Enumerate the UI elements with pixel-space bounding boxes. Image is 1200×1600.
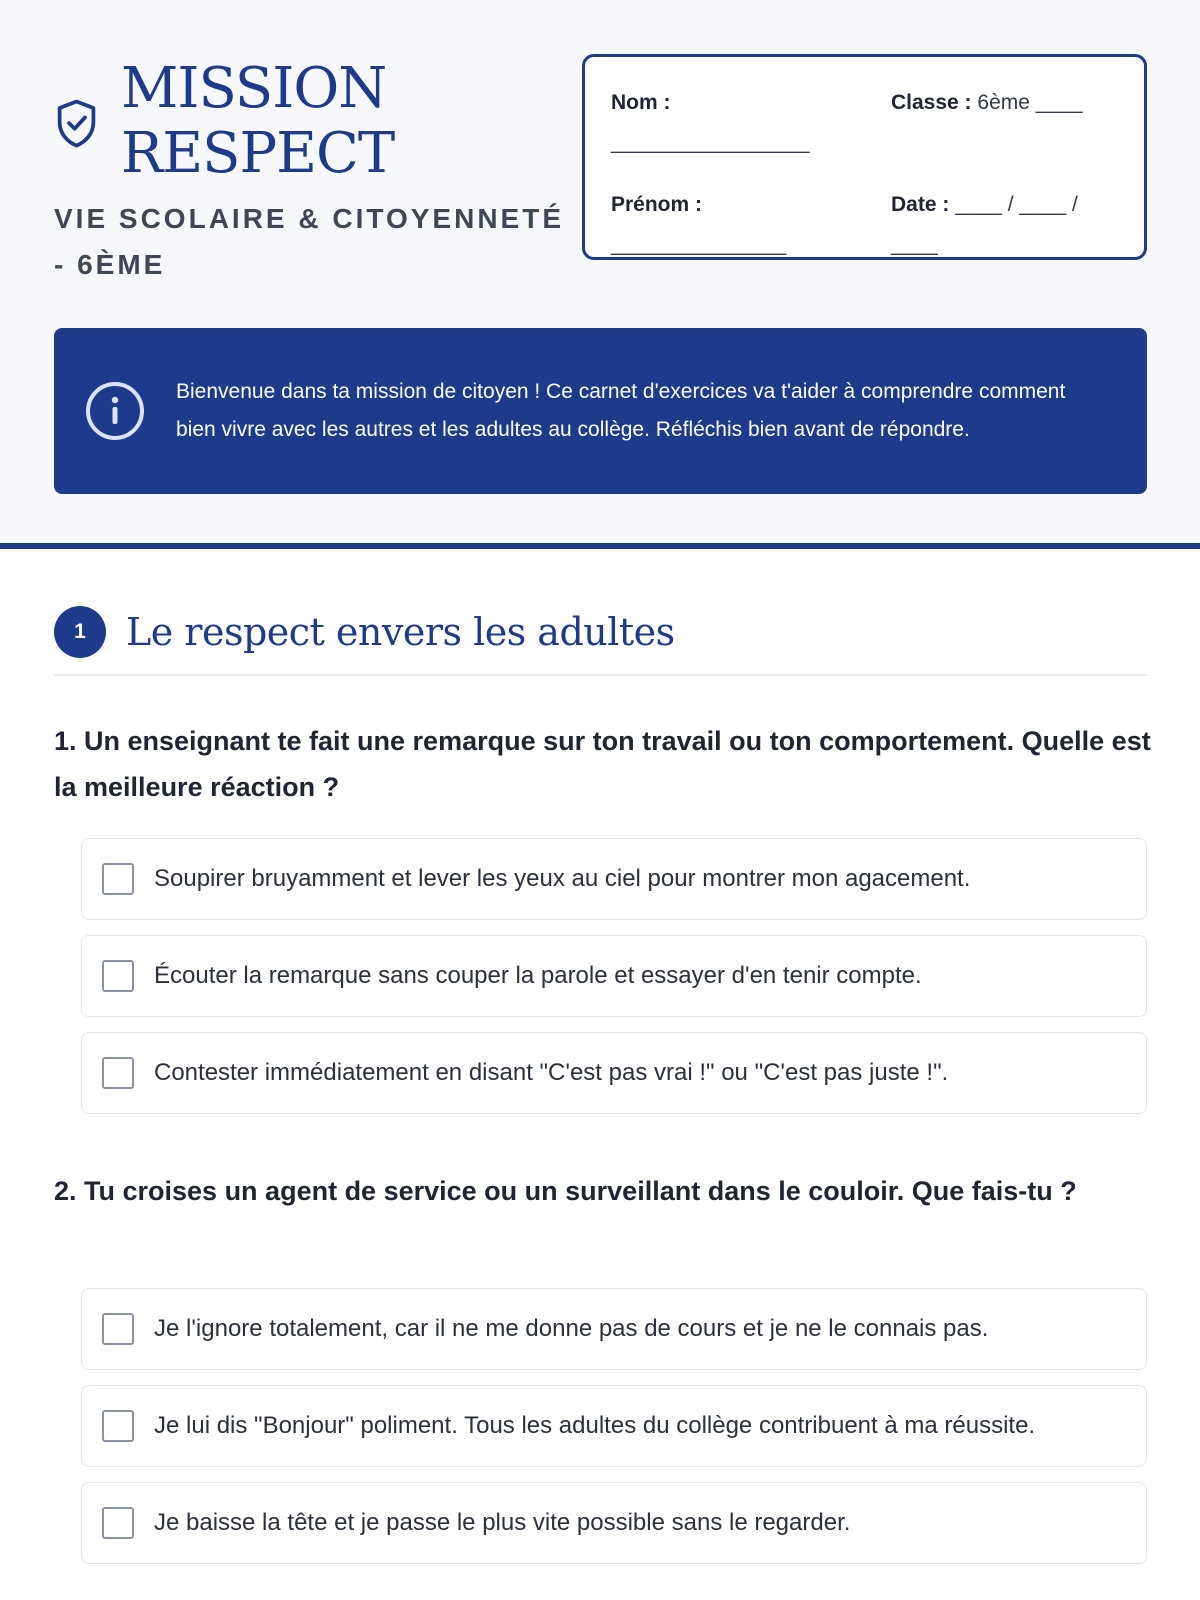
prenom-blank: _______________: [611, 233, 787, 256]
brand-block: [54, 56, 584, 288]
question-1-options: [81, 838, 1147, 1129]
answer-checkbox[interactable]: [102, 863, 134, 895]
brand-row: [54, 56, 584, 186]
section-title: Le respect envers les adultes: [126, 610, 675, 654]
classe-blank: 6ème ____: [977, 91, 1083, 114]
info-banner: [54, 328, 1147, 494]
answer-option[interactable]: [81, 1482, 1147, 1564]
page-title: MISSION RESPECT: [121, 56, 395, 186]
prenom-label: Prénom :: [611, 193, 703, 216]
answer-label: Écouter la remarque sans couper la parole et essayer d'en tenir compte.: [154, 962, 922, 989]
shield-check-icon: [54, 94, 99, 154]
info-circle-icon: [84, 380, 146, 442]
answer-checkbox[interactable]: [102, 1313, 134, 1345]
prenom-field[interactable]: [611, 185, 891, 265]
answer-label: Soupirer bruyamment et lever les yeux au ciel pour montrer mon agacement.: [154, 865, 971, 892]
answer-label: Contester immédiatement en disant "C'est pas vrai !" ou "C'est pas juste !".: [154, 1059, 949, 1086]
date-blank: ____ / ____ / ____: [891, 193, 1078, 256]
answer-label: Je baisse la tête et je passe le plus vite possible sans le regarder.: [154, 1509, 851, 1536]
question-1: 1. Un enseignant te fait une remarque sur ton travail ou ton comportement. Quelle est la meilleure réaction ?: [54, 726, 1151, 802]
date-field[interactable]: [891, 185, 1121, 265]
answer-option[interactable]: [81, 1288, 1147, 1370]
answer-label: Je lui dis "Bonjour" poliment. Tous les adultes du collège contribuent à ma réussite.: [154, 1412, 1036, 1439]
student-identity-box: [582, 54, 1147, 260]
section-header: [54, 606, 1147, 676]
question-2: 2. Tu croises un agent de service ou un surveillant dans le couloir. Que fais-tu ?: [54, 1176, 1077, 1206]
nom-field[interactable]: [611, 83, 891, 163]
info-text: Bienvenue dans ta mission de citoyen ! Ce carnet d'exercices va t'aider à comprendre comment bien vivre avec les autres et les adultes au collège. Réfléchis bien avant de répondre.: [176, 380, 1066, 441]
worksheet-header: [0, 0, 1200, 549]
answer-checkbox[interactable]: [102, 1507, 134, 1539]
answer-option[interactable]: [81, 1385, 1147, 1467]
answer-checkbox[interactable]: [102, 1057, 134, 1089]
section-number-badge: 1: [54, 606, 106, 658]
answer-option[interactable]: [81, 1032, 1147, 1114]
question-2-options: [81, 1288, 1147, 1579]
answer-checkbox[interactable]: [102, 1410, 134, 1442]
classe-field[interactable]: [891, 83, 1121, 163]
nom-label: Nom :: [611, 91, 671, 114]
answer-label: Je l'ignore totalement, car il ne me donne pas de cours et je ne le connais pas.: [154, 1315, 989, 1342]
answer-checkbox[interactable]: [102, 960, 134, 992]
date-label: Date :: [891, 193, 950, 216]
answer-option[interactable]: [81, 838, 1147, 920]
answer-option[interactable]: [81, 935, 1147, 1017]
classe-label: Classe :: [891, 91, 972, 114]
page-subtitle: VIE SCOLAIRE & CITOYENNETÉ - 6ÈME: [54, 203, 564, 280]
nom-blank: _________________: [611, 131, 810, 154]
